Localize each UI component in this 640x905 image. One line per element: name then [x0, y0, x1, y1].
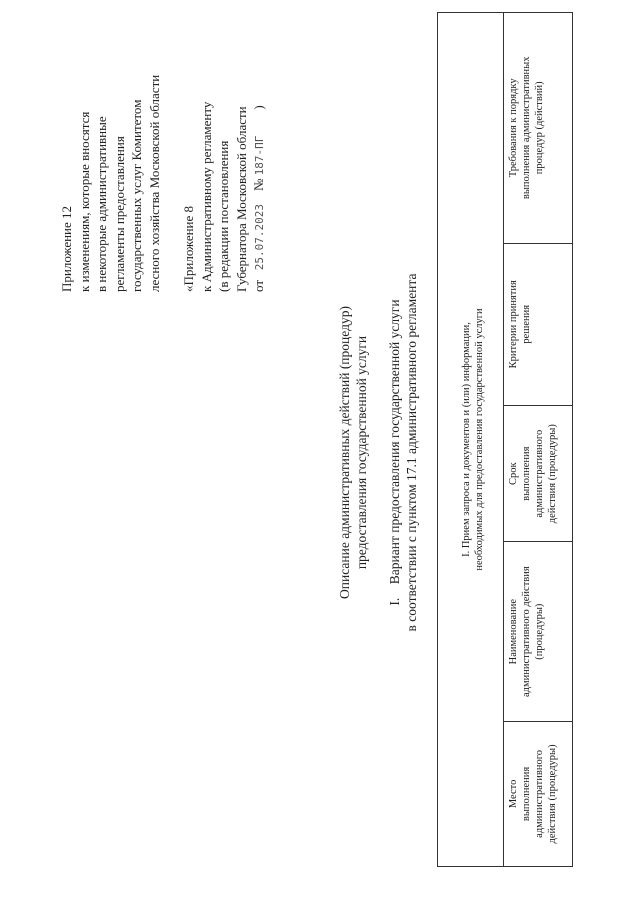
- procedures-table: [437, 12, 573, 867]
- column-header-criteria: Критерии принятия решения: [504, 243, 573, 405]
- close-paren: ): [251, 105, 266, 110]
- quote-line: Губернатора Московской области: [233, 106, 249, 292]
- column-header-place: Место выполнения административного действия (процедуры): [504, 721, 573, 866]
- appendix-line: государственных услуг Комитетом: [129, 99, 144, 292]
- number-prefix: №: [251, 178, 266, 191]
- appendix-line: Приложение 12: [59, 205, 74, 292]
- heading-line: I. Вариант предоставления государственной услуги: [387, 299, 402, 606]
- date-prefix: от: [251, 279, 266, 292]
- date-value: 25.07.2023: [253, 204, 266, 271]
- section-title-line: необходимых для предоставления государственной услуги: [474, 308, 485, 571]
- heading-description: [336, 0, 370, 905]
- heading-line: предоставления государственной услуги: [354, 335, 369, 570]
- section-title-line: I. Прием запроса и документов и (или) информации,: [461, 322, 472, 557]
- quote-line: к Административному регламенту: [198, 101, 214, 292]
- table-section-title: [438, 13, 504, 867]
- heading-line: Описание административных действий (процедур): [337, 306, 352, 599]
- quote-line: «Приложение 8: [181, 205, 196, 292]
- heading-variant: [386, 0, 420, 905]
- appendix-line: к изменениям, которые вносятся: [76, 111, 92, 292]
- appendix-line: лесного хозяйства Московской области: [146, 74, 162, 292]
- column-header-term: Срок выполнения административного действия (процедуры): [504, 405, 573, 542]
- number-value: 187-ПГ: [253, 135, 266, 176]
- date-number-line: [250, 2, 269, 292]
- appendix-line: регламенты предоставления: [111, 136, 127, 292]
- column-header-requirements: Требования к порядку выполнения административных процедур (действий): [504, 13, 573, 244]
- table-header-row: [504, 13, 573, 867]
- heading-line: в соответствии с пунктом 17.1 административного регламента: [404, 273, 419, 632]
- appendix-line: в некоторые административные: [94, 116, 109, 292]
- column-header-name: Наименование административного действия (процедуры): [504, 542, 573, 721]
- quote-line: (в редакции постановления: [216, 140, 231, 292]
- appendix-block: [58, 2, 269, 292]
